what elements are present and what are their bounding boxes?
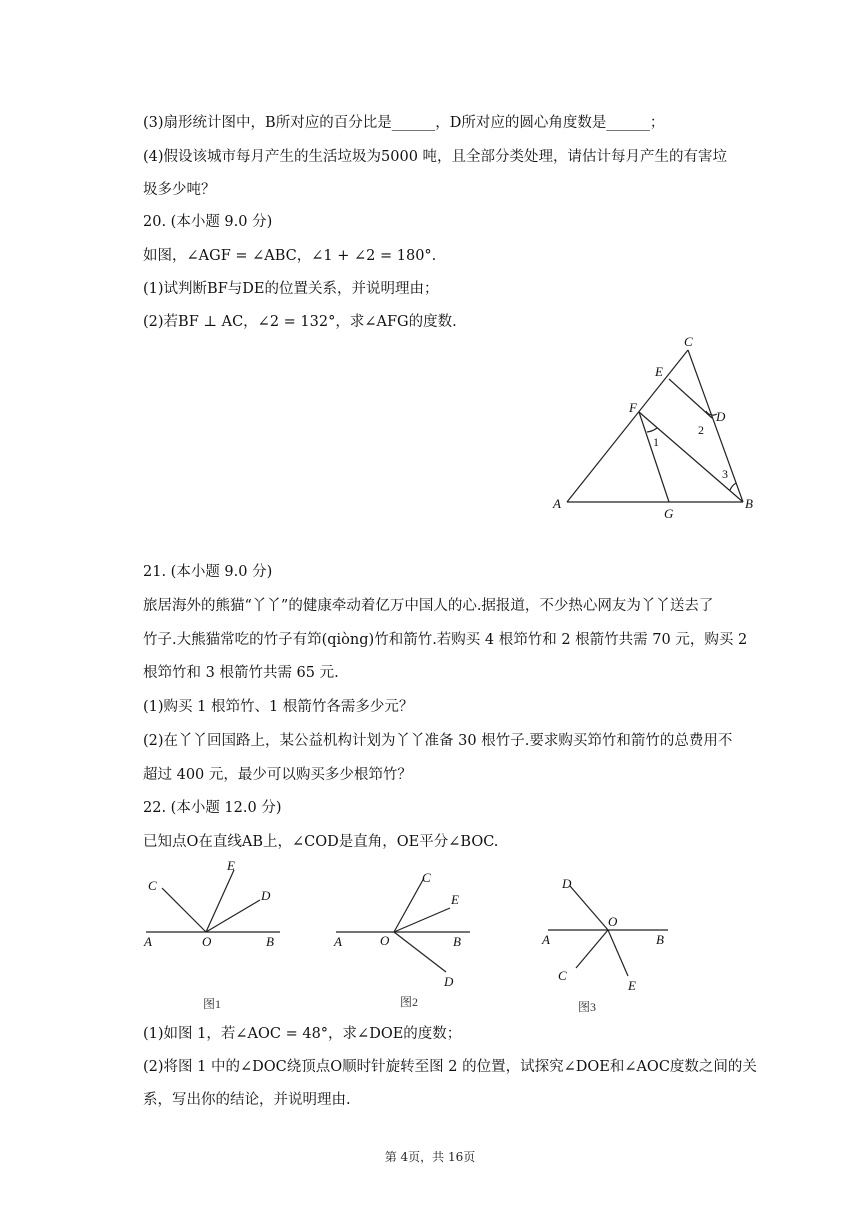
fig1-label-B: B [266, 934, 274, 949]
q21-part2: (2)在丫丫回国路上，某公益机构计划为丫丫准备 30 根竹子.要求购买笻竹和箭竹的总费用不 [143, 733, 733, 749]
angle-figure-3 [536, 872, 686, 996]
q20-header: 20. (本小题 9.0 分) [143, 214, 273, 230]
q21-part1: (1)购买 1 根笻竹、1 根箭竹各需多少元？ [143, 699, 414, 715]
fig2-label-C: C [422, 870, 431, 885]
q19-part4: (4)假设该城市每月产生的生活垃圾为5000 吨，且全部分类处理，请估计每月产生的有害垃 [143, 149, 728, 165]
label-2: 2 [698, 423, 704, 437]
q22-header: 22. (本小题 12.0 分) [143, 800, 282, 816]
angle-figure-2 [330, 862, 480, 988]
angle-figure-1 [140, 856, 290, 956]
q20-part2: (2)若BF ⊥ AC，∠2 = 132°，求∠AFG的度数. [143, 314, 457, 330]
fig2-label-A: A [334, 934, 342, 949]
fig3-label-C: C [558, 968, 567, 983]
fig3-label-A: A [542, 932, 550, 947]
fig1-label-A: A [144, 934, 152, 949]
fig3-label-E: E [628, 978, 636, 993]
fig3-label-B: B [656, 932, 664, 947]
q22-part2-cont: 系，写出你的结论，并说明理由. [143, 1092, 351, 1108]
q22-part1: (1)如图 1，若∠AOC = 48°，求∠DOE的度数； [143, 1026, 462, 1042]
q19-part4-cont: 圾多少吨？ [143, 182, 216, 198]
q20-part1: (1)试判断BF与DE的位置关系，并说明理由； [143, 281, 439, 297]
q19-part3: (3)扇形统计图中，B所对应的百分比是______，D所对应的圆心角度数是______； [143, 115, 665, 131]
fig1-label-O: O [202, 934, 212, 949]
fig2-caption: 图2 [400, 995, 419, 1009]
triangle-figure [545, 330, 775, 520]
label-C: C [684, 334, 693, 349]
fig2-label-D: D [444, 974, 454, 988]
q21-header: 21. (本小题 9.0 分) [143, 564, 273, 580]
label-B: B [745, 496, 753, 511]
fig1-label-E: E [227, 858, 235, 873]
label-A: A [553, 496, 561, 511]
fig2-label-E: E [451, 892, 459, 907]
fig1-label-D: D [261, 888, 271, 903]
q21-text-3: 根笻竹和 3 根箭竹共需 65 元. [143, 665, 339, 681]
q21-text-2: 竹子.大熊猫常吃的竹子有笻(qiòng)竹和箭竹.若购买 4 根笻竹和 2 根箭竹共需 70 元，购买 2 [143, 632, 748, 648]
q22-given: 已知点O在直线AB上，∠COD是直角，OE平分∠BOC. [143, 834, 499, 850]
label-1: 1 [653, 435, 659, 449]
q21-part2-cont: 超过 400 元，最少可以购买多少根笻竹？ [143, 767, 412, 783]
label-D: D [716, 409, 726, 424]
fig2-label-B: B [453, 934, 461, 949]
q20-given: 如图，∠AGF = ∠ABC，∠1 + ∠2 = 180°. [143, 248, 437, 264]
label-E: E [655, 364, 663, 379]
fig3-caption: 图3 [578, 1000, 597, 1014]
q22-part2: (2)将图 1 中的∠DOC绕顶点O顺时针旋转至图 2 的位置，试探究∠DOE和∠AOC度数之间的关 [143, 1059, 757, 1075]
page-footer: 第 4页，共 16页 [384, 1150, 476, 1164]
fig3-label-O: O [608, 914, 618, 929]
fig3-label-D: D [562, 876, 572, 891]
label-F: F [629, 400, 637, 415]
label-G: G [664, 506, 674, 520]
fig1-label-C: C [148, 878, 157, 893]
q21-text-1: 旅居海外的熊猫“丫丫”的健康牵动着亿万中国人的心.据报道，不少热心网友为丫丫送去了 [143, 598, 714, 614]
label-3: 3 [722, 467, 728, 481]
fig2-label-O: O [380, 933, 390, 948]
fig1-caption: 图1 [203, 997, 222, 1011]
